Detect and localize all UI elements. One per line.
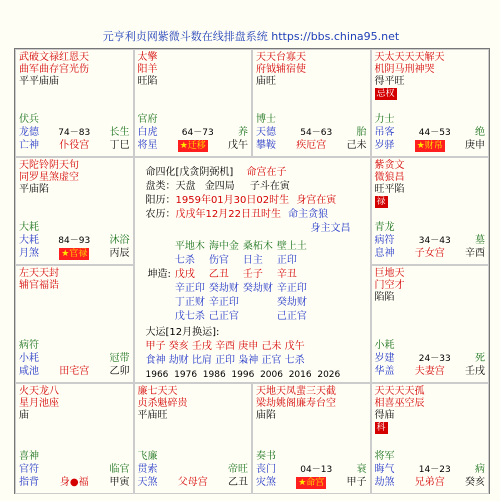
star-line-2: 星月池座 [19, 398, 59, 409]
star-line-2: 同罗星煞虚空 [19, 172, 79, 183]
god-line-3: 将星 ★迁移 戊午 [137, 140, 248, 151]
god-line-3: 灾煞 ★命宫 甲子 [256, 477, 367, 488]
god-line-1: 青龙 [374, 222, 395, 233]
god-line-3: 指背 身●福 甲寅 [19, 477, 130, 488]
star-states: 庙陷 [256, 410, 276, 421]
star-line-1: 武破文禄红恩天 [19, 52, 89, 63]
palace-yin[interactable] [15, 383, 134, 494]
sihua-tag: 忌权 [376, 89, 395, 99]
palace-shen[interactable] [371, 49, 490, 157]
dayun-god-row: 食神 劫财 比肩 正印 枭神 正官 七杀 [145, 355, 305, 366]
god-line-1: 力士 [374, 114, 395, 125]
god-line-3: 华盖 夫妻宫 壬戌 [374, 366, 485, 377]
dayun-year-row: 1966 1976 1986 1996 2006 2016 2026 [145, 370, 341, 380]
star-line-2: 门空才 [374, 280, 405, 291]
star-states: 旺平陷 [374, 184, 405, 195]
palace-xu[interactable] [371, 265, 490, 383]
star-line-2: 微狼昌 [374, 172, 405, 183]
star-states: 平平庙庙 [19, 76, 59, 87]
center-line-5: 身主文昌 [310, 223, 351, 234]
dayun-gan-row: 甲子 癸亥 壬戌 辛酉 庚申 己未 戊午 [145, 341, 305, 352]
star-line-2: 阳羊 [137, 64, 158, 75]
star-states: 平庙旺 [137, 410, 168, 421]
god-line-2: 岁建 24－33 死 [374, 353, 485, 364]
god-line-2: 龙德 74－83 长生 [19, 127, 130, 138]
star-line-1: 天太天天天解天 [374, 52, 445, 63]
center-line-3: 阳历：1959年01月30日02时生 身宫在寅 [145, 195, 337, 206]
god-line-1: 官府 [137, 114, 158, 125]
god-line-2: 贯索 帝旺 [137, 464, 248, 475]
god-line-2: 天德 54－63 胎 [256, 127, 367, 138]
center-info [134, 157, 371, 383]
star-states: 平庙陷 [19, 184, 49, 195]
star-line-2: 机阴马刑神哭 [374, 64, 435, 75]
star-states: 庙 [19, 410, 29, 421]
star-line-1: 紫贪文 [374, 160, 405, 171]
star-states: 庙旺 [256, 76, 276, 87]
palace-si[interactable] [15, 49, 134, 157]
god-line-2: 白虎 64－73 养 [137, 127, 248, 138]
star-line-1: 火天龙八 [19, 386, 59, 397]
center-line-4: 农历：戊戌年12月22日丑时生 命主贪狼 [145, 209, 329, 220]
page-title: 元亨利贞网紫微斗数在线排盘系统 https://bbs.china95.net [102, 30, 400, 43]
star-states: 陷陷 [374, 292, 395, 303]
god-line-1: 病符 [19, 340, 39, 351]
palace-wu[interactable] [134, 49, 253, 157]
star-states: 得平旺 [374, 76, 405, 87]
god-line-1: 奏书 [256, 451, 276, 462]
palace-chen[interactable] [15, 157, 134, 265]
god-line-3: 岁驿 ★财帛 庚申 [374, 140, 485, 151]
god-line-3: 天煞 父母宫 乙丑 [137, 477, 248, 488]
god-line-1: 将军 [374, 451, 395, 462]
god-line-1: 伏兵 [19, 114, 39, 125]
god-line-2: 病符 34－43 墓 [374, 235, 485, 246]
god-line-1: 小耗 [374, 340, 395, 351]
god-line-2: 丧门 04－13 衰 [256, 464, 367, 475]
god-line-3: 咸池 田宅宫 乙卯 [19, 366, 130, 377]
dayun-label: 大运[12月换运]: [145, 327, 220, 338]
palace-chou[interactable] [134, 383, 253, 494]
sihua-tag: 禄 [376, 197, 386, 207]
star-line-1: 巨地天 [374, 268, 405, 279]
palace-zi[interactable] [252, 383, 371, 494]
god-line-3: 亡神 仆役宫 丁巳 [19, 140, 130, 151]
god-line-1: 飞廉 [137, 451, 158, 462]
star-line-1: 廉七天天 [137, 386, 178, 397]
star-line-1: 左天天封 [19, 268, 59, 279]
star-states: 得庙 [374, 410, 395, 421]
god-line-3: 息神 子女宫 辛酉 [374, 248, 485, 259]
star-line-2: 府钺辅宿使 [256, 64, 306, 75]
god-line-3: 月煞 ★官禄 丙辰 [19, 248, 130, 259]
god-line-2: 吊客 44－53 绝 [374, 127, 485, 138]
star-line-1: 天地天凤蜚三天截 [256, 386, 336, 397]
god-line-3: 攀鞍 疾厄宫 己未 [256, 140, 367, 151]
bazi-table: 平地木 海中金 桑柘木 壁上土 七杀 伤官 日主 正印 坤造: 戊戌 乙丑 壬子 辛丑 辛正印 癸劫财 癸劫财 辛正印 丁正财 辛正印 癸劫财 戊七杀 己正官 己正官 [147, 241, 307, 322]
star-line-1: 天天天天孤 [374, 386, 425, 397]
star-line-2: 贞杀魁碎贵 [137, 398, 188, 409]
palace-grid [14, 48, 490, 494]
star-line-2: 梁劫姚阁廉寿台空 [256, 398, 336, 409]
palace-you[interactable] [371, 157, 490, 265]
star-line-2: 辅官福诰 [19, 280, 59, 291]
god-line-2: 小耗 冠带 [19, 353, 130, 364]
god-line-3: 劫煞 兄弟宫 癸亥 [374, 477, 485, 488]
star-line-1: 天陀铃阴天旬 [19, 160, 79, 171]
god-line-2: 官符 临官 [19, 464, 130, 475]
star-states: 旺陷 [137, 76, 158, 87]
god-line-2: 晦气 14－23 病 [374, 464, 485, 475]
star-line-2: 相喜巫空辰 [374, 398, 425, 409]
god-line-1: 喜神 [19, 451, 39, 462]
center-line-1: 命四化[戊贪阴弼机] 命宫在子 [145, 167, 287, 178]
star-line-1: 天天台寡天 [256, 52, 306, 63]
palace-hai[interactable] [371, 383, 490, 494]
palace-mao[interactable] [15, 265, 134, 383]
star-line-1: 太擎 [137, 52, 158, 63]
god-line-1: 博士 [256, 114, 276, 125]
palace-wei[interactable] [252, 49, 371, 157]
sihua-tag: 科 [376, 423, 386, 433]
center-line-2: 盘类：天盘 金四局 子斗在寅 [145, 181, 290, 192]
god-line-2: 大耗 84－93 沐浴 [19, 235, 130, 246]
god-line-1: 大耗 [19, 222, 39, 233]
star-line-2: 曲军曲存宫光伤 [19, 64, 89, 75]
